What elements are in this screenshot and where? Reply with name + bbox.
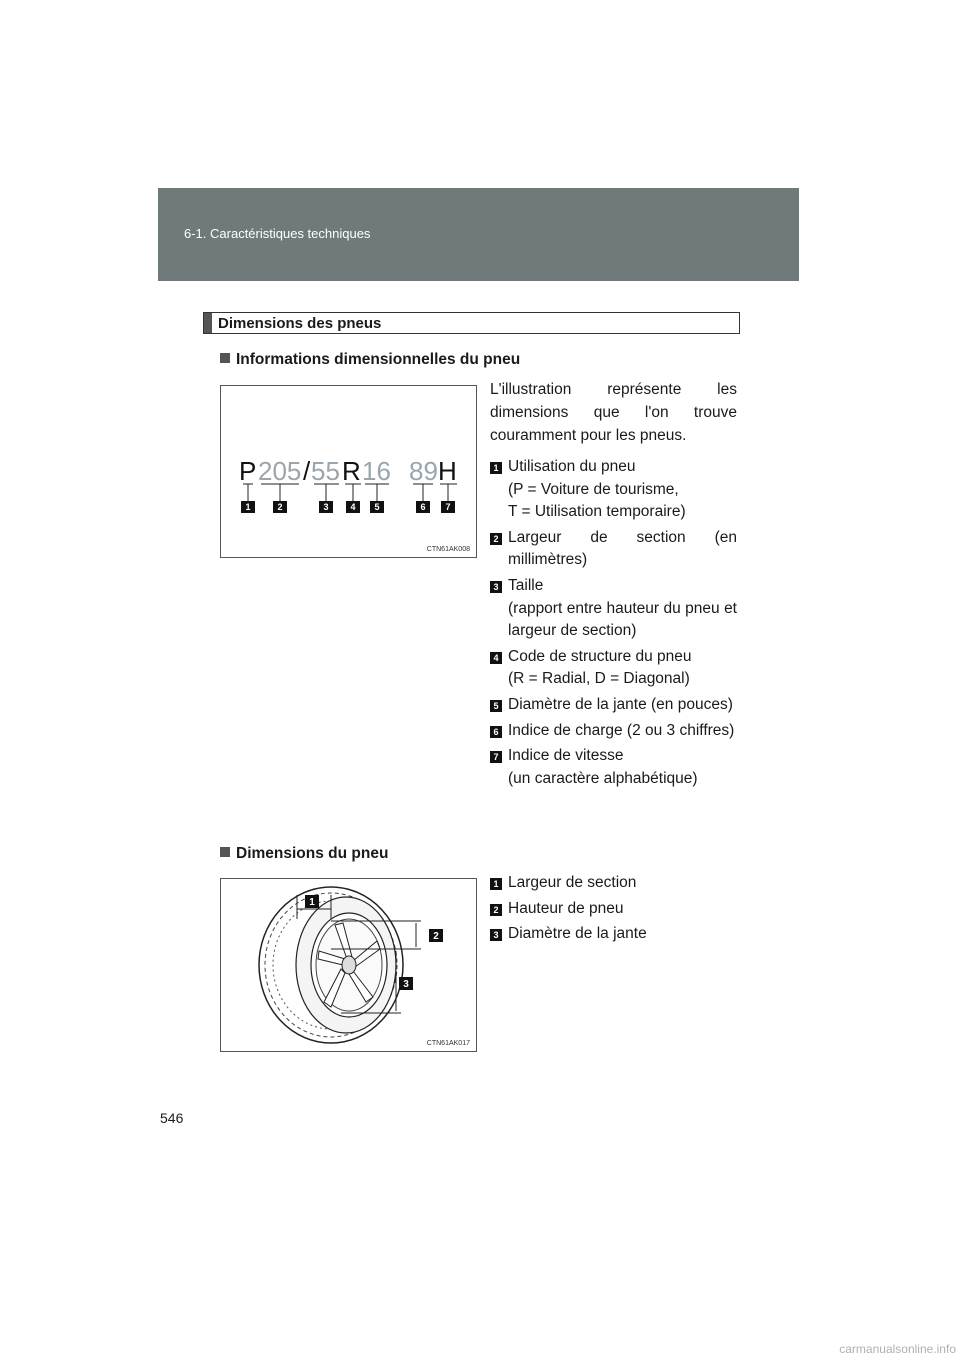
- number-badge: 5: [490, 700, 502, 712]
- callout-3: 3: [403, 979, 409, 990]
- number-badge: 6: [490, 726, 502, 738]
- list-item: 3 Diamètre de la jante: [490, 923, 737, 946]
- tire-size-code-diagram: [221, 386, 476, 557]
- callout-7: 7: [445, 502, 451, 512]
- list-item: 6 Indice de charge (2 ou 3 chiffres): [490, 720, 737, 743]
- callout-6: 6: [420, 502, 426, 512]
- subheading-tire-dims: Dimensions du pneu: [220, 845, 388, 863]
- section-title: Dimensions des pneus: [218, 315, 382, 332]
- list-item: 2 Largeur de section (en millimètres): [490, 527, 737, 572]
- number-badge: 1: [490, 462, 502, 474]
- list-item: 2 Hauteur de pneu: [490, 898, 737, 921]
- tire-dims-list: [490, 872, 737, 949]
- subheading-tire-info: Informations dimensionnelles du pneu: [220, 351, 520, 369]
- callout-1: 1: [245, 502, 251, 512]
- figure-code: CTN61AK008: [426, 546, 470, 553]
- list-item: 7 Indice de vitesse (un caractère alphabétique): [490, 745, 737, 790]
- callout-4: 4: [350, 502, 356, 512]
- code-part-ratio: 55: [311, 456, 340, 486]
- square-bullet-icon: [220, 847, 230, 857]
- code-part-slash: /: [303, 456, 311, 486]
- code-part-width: 205: [258, 456, 302, 486]
- callout-1: 1: [309, 897, 315, 908]
- figure-code: CTN61AK017: [426, 1040, 470, 1047]
- code-part-rim: 16: [362, 456, 391, 486]
- code-part-p: P: [239, 456, 257, 486]
- number-badge: 3: [490, 929, 502, 941]
- tire-illustration: [221, 879, 476, 1051]
- page-number: 546: [160, 1110, 184, 1126]
- number-badge: 2: [490, 904, 502, 916]
- callout-2: 2: [277, 502, 283, 512]
- number-badge: 1: [490, 878, 502, 890]
- callout-5: 5: [374, 502, 380, 512]
- code-part-speed: H: [438, 456, 457, 486]
- chapter-title: 6-1. Caractéristiques techniques: [184, 226, 371, 241]
- watermark: carmanualsonline.info: [839, 1342, 956, 1356]
- list-item: 5 Diamètre de la jante (en pouces): [490, 694, 737, 717]
- number-badge: 7: [490, 751, 502, 763]
- callout-2: 2: [433, 931, 439, 942]
- code-part-r: R: [342, 456, 361, 486]
- list-item: 1 Utilisation du pneu (P = Voiture de tourisme, T = Utilisation temporaire): [490, 456, 737, 524]
- list-item: 3 Taille (rapport entre hauteur du pneu et largeur de section): [490, 575, 737, 643]
- callout-3: 3: [323, 502, 329, 512]
- number-badge: 3: [490, 581, 502, 593]
- tire-dimensions-figure: [220, 878, 477, 1052]
- section-marker: [204, 313, 212, 333]
- tire-size-figure: [220, 385, 477, 558]
- code-part-load: 89: [409, 456, 438, 486]
- number-badge: 4: [490, 652, 502, 664]
- chapter-header: [158, 188, 799, 281]
- list-item: 1 Largeur de section: [490, 872, 737, 895]
- square-bullet-icon: [220, 353, 230, 363]
- section-title-box: [203, 312, 740, 334]
- number-badge: 2: [490, 533, 502, 545]
- list-item: 4 Code de structure du pneu (R = Radial, D = Diagonal): [490, 646, 737, 691]
- tire-info-list: [490, 456, 737, 793]
- intro-paragraph: L'illustration représente les dimensions que l'on trouve couramment pour les pneus.: [490, 381, 737, 444]
